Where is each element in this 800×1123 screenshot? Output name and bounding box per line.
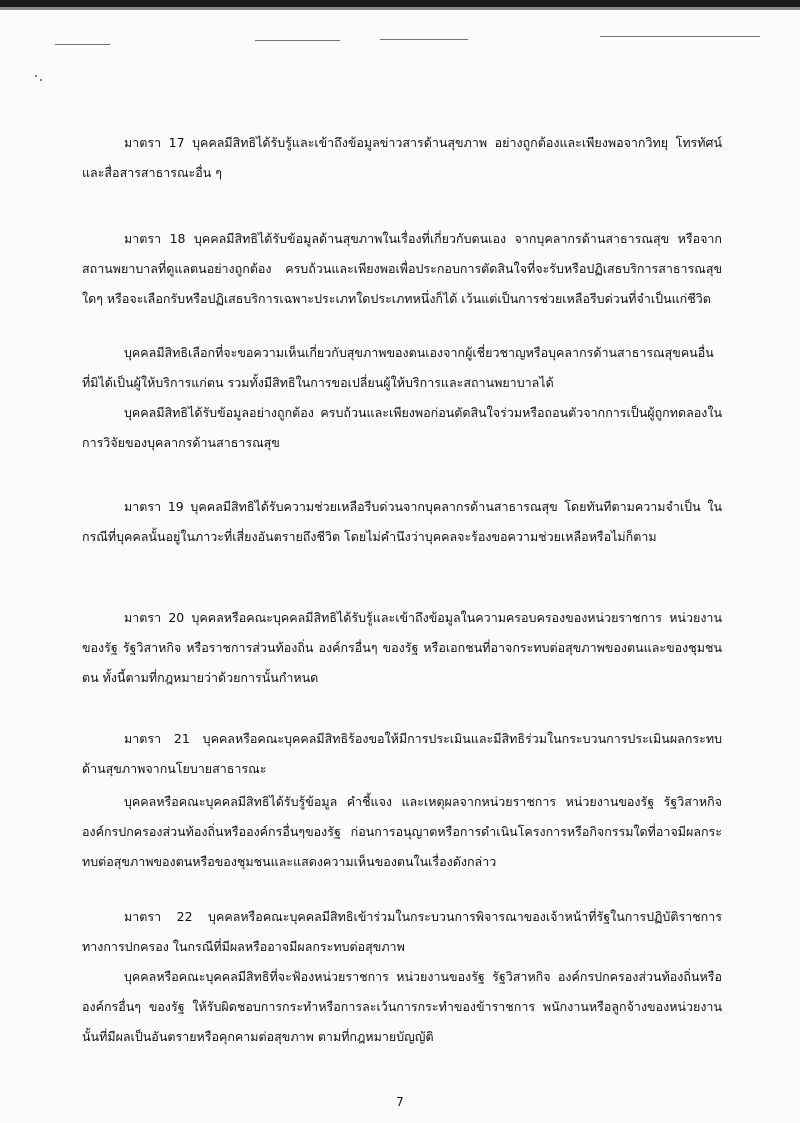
section-18-second-opinion-paragraph: บุคคลมีสิทธิเลือกที่จะขอความเห็นเกี่ยวกับสุขภาพของตนเองจากผู้เชี่ยวชาญหรือบุคลากรด้านสาธารณสุขคนอื่นที่มิได้เป็นผู้ให้บริการแก่ตน รวมทั้งมีสิทธิในการขอเปลี่ยนผู้ให้บริการและสถานพยาบาลได้ — [82, 345, 714, 390]
page-number: 7 — [396, 1095, 404, 1109]
section-21-paragraph: มาตรา 21 บุคคลหรือคณะบุคคลมีสิทธิร้องขอให้มีการประเมินและมีสิทธิร่วมในกระบวนการประเมินผลกระทบด้านสุขภาพจากนโยบายสาธารณะ — [82, 731, 722, 776]
section-18-paragraph: มาตรา 18 บุคคลมีสิทธิได้รับข้อมูลด้านสุขภาพในเรื่องที่เกี่ยวกับตนเอง จากบุคลากรด้านสาธารณสุข หรือจากสถานพยาบาลที่ดูแลตนอย่างถูกต้อง ครบถ้วนและเพียงพอเพื่อประกอบการตัดสินใจที่จะรับหรือปฏิเสธบริการสาธารณสุขใดๆ หรือจะเลือกรับหรือปฏิเสธบริการเฉพาะประเภทใดประเภทหนึ่งก็ได้ เว้นแต่เป็นการช่วยเหลือรีบด่วนที่จำเป็นแก่ชีวิต — [82, 231, 722, 306]
section-18-research-paragraph: บุคคลมีสิทธิได้รับข้อมูลอย่างถูกต้อง ครบถ้วนและเพียงพอก่อนตัดสินใจร่วมหรือถอนตัวจากการเป็นผู้ถูกทดลองในการวิจัยของบุคลากรด้านสาธารณสุข — [82, 405, 722, 450]
section-22-lawsuit-paragraph: บุคคลหรือคณะบุคคลมีสิทธิที่จะฟ้องหน่วยราชการ หน่วยงานของรัฐ รัฐวิสาหกิจ องค์กรปกครองส่วนท้องถิ่นหรือองค์กรอื่นๆ ของรัฐ ให้รับผิดชอบการกระทำหรือการละเว้นการกระทำของข้าราชการ พนักงานหรือลูกจ้างของหน่วยงานนั้นที่มีผลเป็นอันตรายหรือคุกคามต่อสุขภาพ ตามที่กฎหมายบัญญัติ — [82, 969, 722, 1044]
section-20-paragraph: มาตรา 20 บุคคลหรือคณะบุคคลมีสิทธิได้รับรู้และเข้าถึงข้อมูลในความครอบครองของหน่วยราชการ หน่วยงานของรัฐ รัฐวิสาหกิจ หรือราชการส่วนท้องถิ่น องค์กรอื่นๆ ของรัฐ หรือเอกชนที่อาจกระทบต่อสุขภาพของตนและของชุมชนตน ทั้งนี้ตามที่กฎหมายว่าด้วยการนั้นกำหนด — [82, 610, 722, 685]
section-17-paragraph: มาตรา 17 บุคคลมีสิทธิได้รับรู้และเข้าถึงข้อมูลข่าวสารด้านสุขภาพ อย่างถูกต้องและเพียงพอจากวิทยุ โทรทัศน์ และสื่อสารสาธารณะอื่น ๆ — [82, 135, 722, 180]
section-22-paragraph: มาตรา 22 บุคคลหรือคณะบุคคลมีสิทธิเข้าร่วมในกระบวนการพิจารณาของเจ้าหน้าที่รัฐในการปฏิบัติราชการทางการปกครอง ในกรณีที่มีผลหรืออาจมีผลกระทบต่อสุขภาพ — [82, 909, 722, 954]
section-21-information-paragraph: บุคคลหรือคณะบุคคลมีสิทธิได้รับรู้ข้อมูล คำชี้แจง และเหตุผลจากหน่วยราชการ หน่วยงานของรัฐ รัฐวิสาหกิจ องค์กรปกครองส่วนท้องถิ่นหรือองค์กรอื่นๆของรัฐ ก่อนการอนุญาตหรือการดำเนินโครงการหรือกิจกรรมใดที่อาจมีผลกระทบต่อสุขภาพของตนหรือของชุมชนและแสดงความเห็นของตนในเรื่องดังกล่าว — [82, 794, 722, 869]
section-19-paragraph: มาตรา 19 บุคคลมีสิทธิได้รับความช่วยเหลือรีบด่วนจากบุคลากรด้านสาธารณสุข โดยทันทีตามความจำเป็น ในกรณีที่บุคคลนั้นอยู่ในภาวะที่เสี่ยงอันตรายถึงชีวิต โดยไม่คำนึงว่าบุคคลจะร้องขอความช่วยเหลือหรือไม่ก็ตาม — [82, 499, 722, 544]
